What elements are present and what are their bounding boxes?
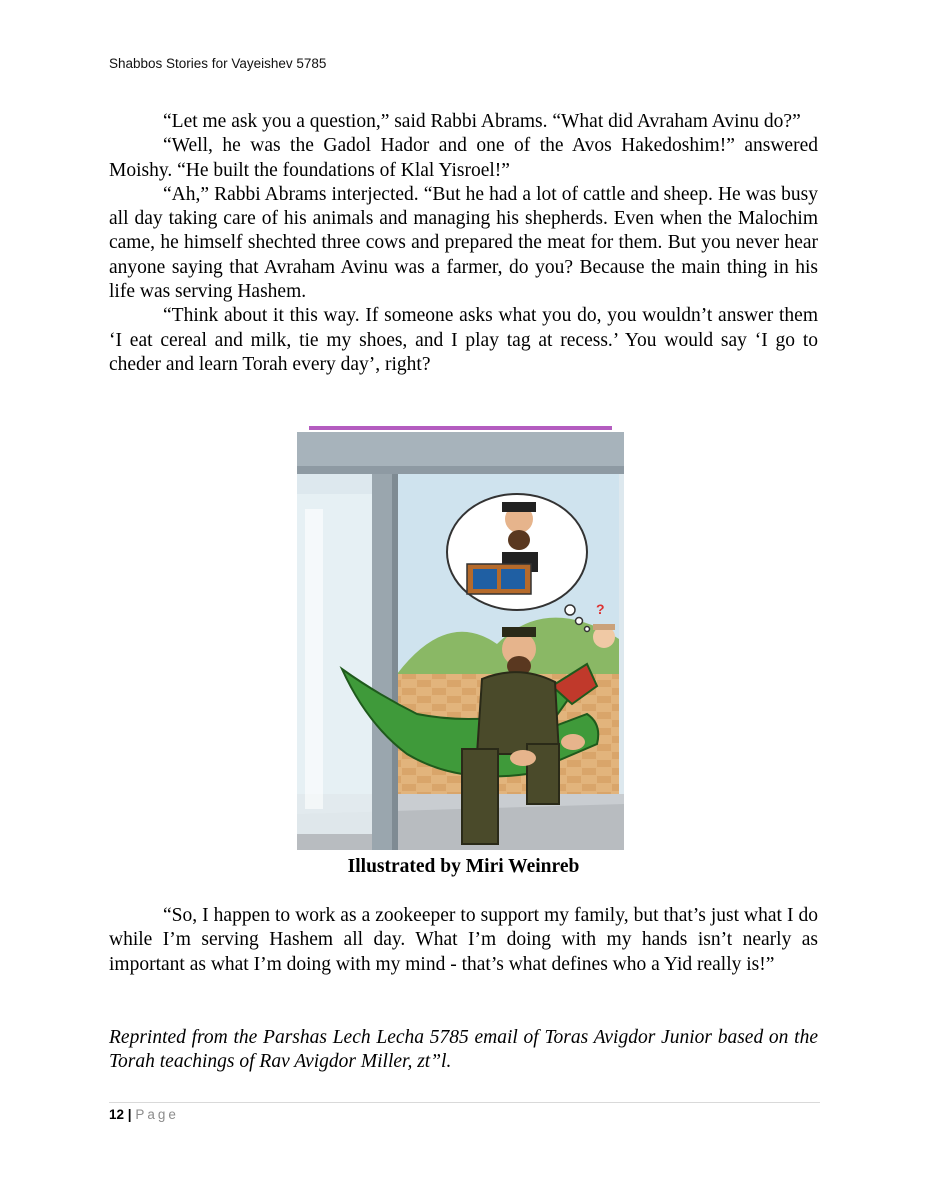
paragraph: “Let me ask you a question,” said Rabbi Abrams. “What did Avraham Avinu do?” [163,111,801,132]
story-text-top [109,110,818,377]
page-footer [109,1107,179,1122]
footer-separator: | [127,1107,132,1122]
footer-divider [109,1102,820,1103]
paragraph: “Think about it this way. If someone asks what you do, you wouldn’t answer them ‘I eat cereal and milk, tie my shoes, and I play tag at recess.’ You would say ‘I go to cheder and learn Torah every day’, right? [109,305,818,375]
reprint-credit: Reprinted from the Parshas Lech Lecha 5785 email of Toras Avigdor Junior based on the Torah teachings of Rav Avigdor Miller, zt”l. [109,1027,818,1073]
page-label: Page [135,1107,179,1122]
story-text-bottom [109,904,818,977]
question-mark: ? [596,601,605,617]
paragraph: “So, I happen to work as a zookeeper to support my family, but that’s just what I do while I’m serving Hashem all day. What I’m doing with my hands isn’t nearly as important as what I’m doing with my mind - that’s what defines who a Yid really is!” [109,905,818,975]
illustration-caption: Illustrated by Miri Weinreb [347,856,580,877]
frame-bar [309,426,612,430]
running-header: Shabbos Stories for Vayeishev 5785 [109,56,327,71]
page-number: 12 [109,1107,125,1122]
zookeeper-illustration [297,424,624,850]
paragraph: “Ah,” Rabbi Abrams interjected. “But he had a lot of cattle and sheep. He was busy all day taking care of his animals and managing his shepherds. Even when the Malochim came, he himself shechted three cows and prepared the meat for them. But you never hear anyone saying that Avraham Avinu was a farmer, do you? Because the main thing in his life was serving Hashem. [109,183,818,303]
zookeeper [477,672,559,754]
paragraph: “Well, he was the Gadol Hador and one of the Avos Hakedoshim!” answered Moishy. “He built the foundations of Klal Yisroel!” [109,135,818,181]
